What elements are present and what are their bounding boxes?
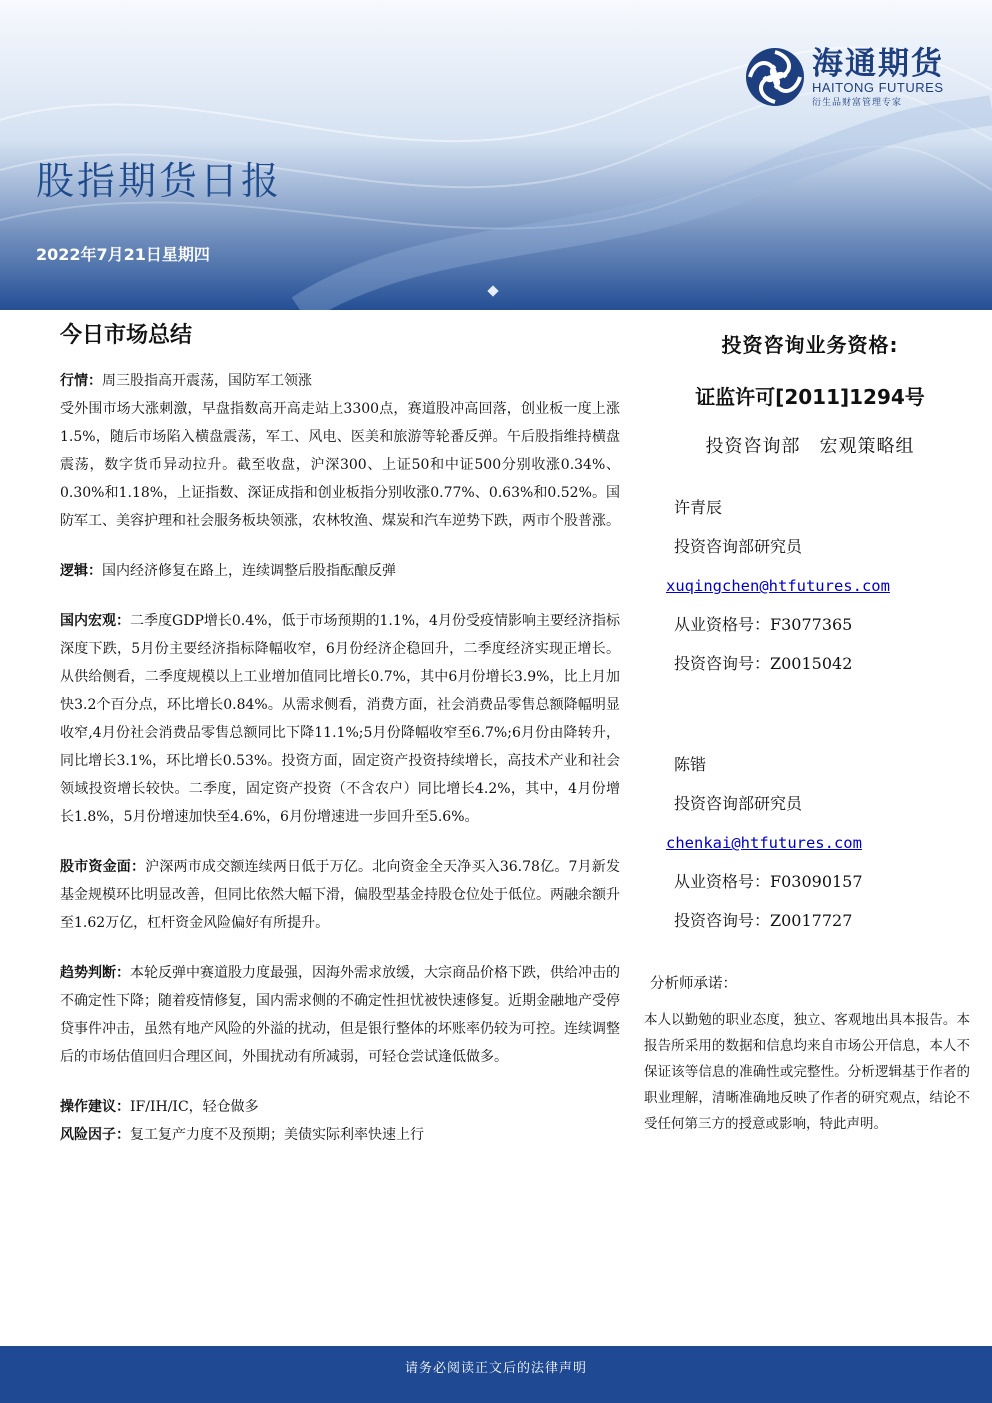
logic-text: 国内经济修复在路上，连续调整后股指酝酿反弹	[102, 563, 396, 579]
logo-swirl-icon	[744, 46, 806, 108]
logo-en: HAITONG FUTURES	[812, 79, 944, 95]
macro-text: 二季度GDP增长0.4%，低于市场预期的1.1%，4月份受疫情影响主要经济指标深度下跌，5月份主要经济指标降幅收窄，6月份经济企稳回升，二季度经济实现正增长。从供给侧看，二季度规模以上工业增加值同比增长0.7%，其中6月份增长3.9%，比上月加快3.2个百分点，环比增长0.84%。从需求侧看，消费方面，社会消费品零售总额降幅明显收窄,4月份社会消费品零售总额同比下降11.1%;5月份降幅收窄至6.7%;6月份由降转升，同比增长3.1%，环比增长0.53%。投资方面，固定资产投资持续增长，高技术产业和社会领域投资增长较快。二季度，固定资产投资（不含农户）同比增长4.2%，其中，4月份增长1.8%，5月份增速加快至4.6%，6月份增速进一步回升至5.6%。	[60, 613, 621, 825]
license-number: 证监许可[2011]1294号	[695, 385, 925, 409]
logic-paragraph	[60, 557, 620, 585]
risk-text: 复工复产力度不及预期；美债实际利率快速上行	[130, 1127, 424, 1143]
trend-paragraph	[60, 959, 620, 1071]
analyst-card	[666, 488, 970, 683]
risk-paragraph	[60, 1121, 620, 1149]
analyst-title: 投资咨询部研究员	[674, 537, 803, 556]
macro-label: 国内宏观：	[60, 613, 131, 629]
analyst-email-link[interactable]: chenkai@htfutures.com	[666, 834, 862, 852]
market-summary	[60, 318, 620, 1149]
risk-label: 风险因子：	[60, 1127, 130, 1143]
funds-label: 股市资金面：	[60, 859, 146, 875]
market-headline-text: 周三股指高开震荡，国防军工领涨	[102, 373, 312, 389]
report-title: 股指期货日报	[36, 159, 283, 203]
pledge-title: 分析师承诺：	[650, 976, 737, 992]
department: 投资咨询部 宏观策略组	[705, 436, 915, 457]
logic-label: 逻辑：	[60, 563, 102, 579]
header-banner	[0, 0, 992, 310]
operation-label: 操作建议：	[60, 1099, 130, 1115]
analyst-consult-no: 投资咨询号：Z0017727	[674, 911, 853, 930]
footer	[0, 1346, 992, 1403]
analyst-practice-no: 从业资格号：F3077365	[674, 615, 853, 634]
market-headline	[60, 367, 620, 395]
trend-label: 趋势判断：	[60, 965, 130, 981]
logo-cn: 海通期货	[812, 45, 944, 82]
macro-paragraph	[60, 607, 620, 831]
analyst-practice-no: 从业资格号：F03090157	[674, 872, 863, 891]
operation-text: IF/IH/IC，轻仓做多	[130, 1099, 259, 1115]
legal-notice: 请务必阅读正文后的法律声明	[404, 1361, 587, 1376]
analyst-card	[666, 745, 970, 940]
analyst-email-link[interactable]: xuqingchen@htfutures.com	[666, 577, 890, 595]
company-logo	[744, 46, 944, 108]
report-date: 2022年7月21日星期四	[36, 245, 210, 264]
section-title: 今日市场总结	[60, 323, 193, 348]
market-body: 受外围市场大涨刺激，早盘指数高开高走站上3300点，赛道股冲高回落，创业板一度上涨1.5%，随后市场陷入横盘震荡，军工、风电、医美和旅游等轮番反弹。午后股指维持横盘震荡，数字货币异动拉升。截至收盘，沪深300、上证50和中证500分别收涨0.34%、0.30%和1.18%，上证指数、深证成指和创业板指分别收涨0.77%、0.63%和0.52%。国防军工、美容护理和社会服务板块领涨，农林牧渔、煤炭和汽车逆势下跌，两市个股普涨。	[60, 401, 620, 529]
market-label: 行情：	[60, 373, 102, 389]
pledge-text: 本人以勤勉的职业态度，独立、客观地出具本报告。本报告所采用的数据和信息均来自市场公开信息，本人不保证该等信息的准确性或完整性。分析逻辑基于作者的职业理解，清晰准确地反映了作者的研究观点，结论不受任何第三方的授意或影响，特此声明。	[644, 1011, 970, 1132]
analyst-consult-no: 投资咨询号：Z0015042	[674, 654, 853, 673]
analyst-name: 许青辰	[674, 498, 723, 517]
funds-paragraph	[60, 853, 620, 937]
qualification-title: 投资咨询业务资格:	[721, 333, 899, 357]
funds-text: 沪深两市成交额连续两日低于万亿。北向资金全天净买入36.78亿。7月新发基金规模环比明显改善，但同比依然大幅下滑，偏股型基金持股仓位处于低位。两融余额升至1.62万亿，杠杆资金风险偏好有所提升。	[60, 859, 620, 931]
analyst-title: 投资咨询部研究员	[674, 794, 803, 813]
operation-paragraph	[60, 1093, 620, 1121]
trend-text: 本轮反弹中赛道股力度最强，因海外需求放缓，大宗商品价格下跌，供给冲击的不确定性下降；随着疫情修复，国内需求侧的不确定性担忧被快速修复。近期金融地产受停贷事件冲击，虽然有地产风险的外溢的扰动，但是银行整体的坏账率仍较为可控。连续调整后的市场估值回归合理区间，外围扰动有所减弱，可轻仓尝试逢低做多。	[60, 965, 620, 1065]
sidebar	[644, 330, 970, 1150]
analyst-name: 陈锴	[674, 755, 707, 774]
logo-sub: 衍生品财富管理专家	[812, 97, 903, 108]
